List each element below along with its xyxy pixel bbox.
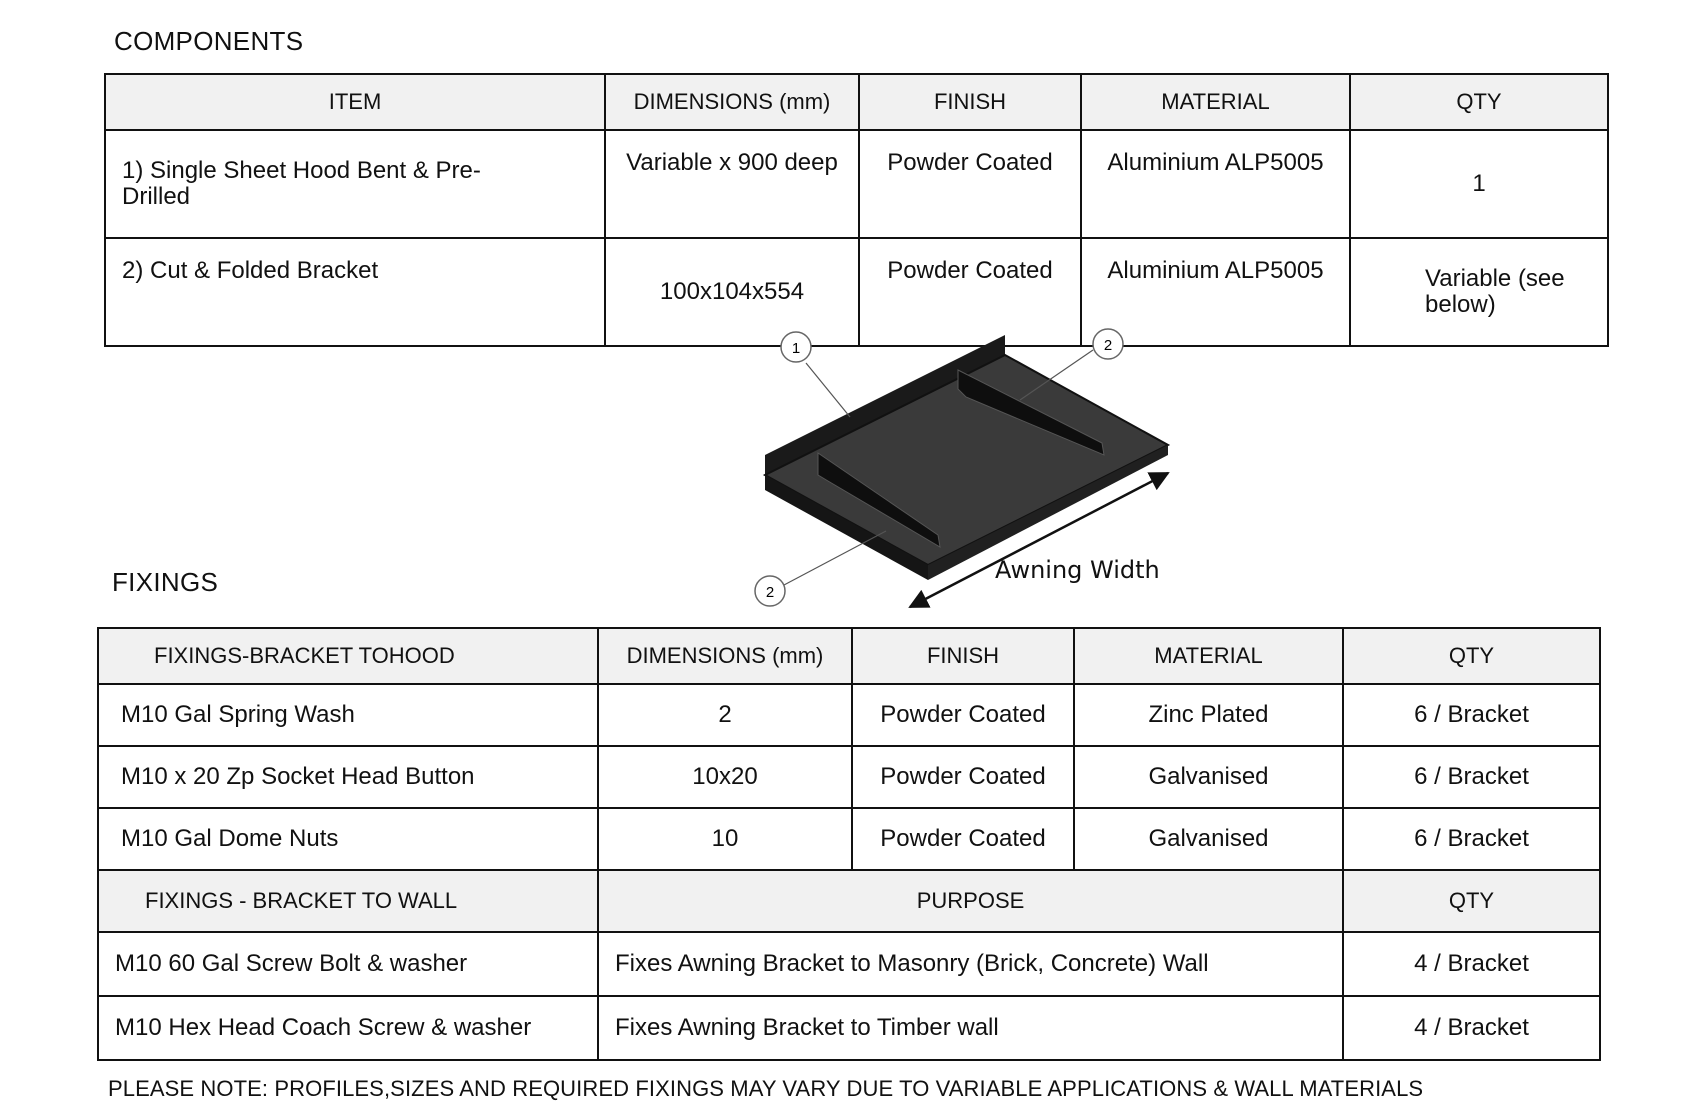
table-row bbox=[105, 130, 1608, 238]
finish-cell: Powder Coated bbox=[852, 808, 1074, 870]
callout-leader bbox=[784, 531, 886, 585]
qty-cell: 6 / Bracket bbox=[1343, 684, 1600, 746]
fixings-wall-header-row bbox=[98, 870, 1600, 932]
material-cell: Zinc Plated bbox=[1074, 684, 1343, 746]
item-cell bbox=[105, 130, 605, 238]
fixings-table bbox=[97, 627, 1601, 1061]
item-cell: M10 Gal Dome Nuts bbox=[98, 808, 598, 870]
disclaimer-note: PLEASE NOTE: PROFILES,SIZES AND REQUIRED FIXINGS MAY VARY DUE TO VARIABLE APPLICATIONS & WALL MATERIALS bbox=[108, 1076, 1424, 1101]
qty-cell: 6 / Bracket bbox=[1343, 808, 1600, 870]
table-row bbox=[98, 932, 1600, 996]
item-cell: M10 Gal Spring Wash bbox=[98, 684, 598, 746]
components-table bbox=[104, 73, 1609, 347]
finish-cell: Powder Coated bbox=[852, 746, 1074, 808]
dimensions-cell: Variable x 900 deep bbox=[605, 130, 859, 238]
material-cell: Galvanised bbox=[1074, 808, 1343, 870]
col-header-item: ITEM bbox=[105, 74, 605, 130]
finish-cell: Powder Coated bbox=[852, 684, 1074, 746]
awning-diagram bbox=[700, 325, 1180, 625]
callout-2-bottom: 2 bbox=[765, 584, 775, 601]
dimensions-cell: 10x20 bbox=[598, 746, 852, 808]
awning-width-label: Awning Width bbox=[995, 556, 1160, 584]
item-cell: M10 Hex Head Coach Screw & washer bbox=[98, 996, 598, 1060]
col-header-qty: QTY bbox=[1343, 628, 1600, 684]
dimensions-cell: 100x104x554 bbox=[605, 238, 859, 346]
qty-text: Variable (see below) bbox=[1425, 265, 1565, 318]
components-header-row bbox=[105, 74, 1608, 130]
finish-cell: Powder Coated bbox=[859, 238, 1081, 346]
qty-cell: 6 / Bracket bbox=[1343, 746, 1600, 808]
col-header-dimensions: DIMENSIONS (mm) bbox=[598, 628, 852, 684]
col-header-purpose: PURPOSE bbox=[598, 870, 1343, 932]
col-header-material: MATERIAL bbox=[1081, 74, 1350, 130]
callout-leader bbox=[806, 363, 850, 417]
qty-cell: 1 bbox=[1350, 130, 1608, 238]
col-header-finish: FINISH bbox=[852, 628, 1074, 684]
fixings-hood-header-row bbox=[98, 628, 1600, 684]
purpose-cell: Fixes Awning Bracket to Timber wall bbox=[598, 996, 1343, 1060]
col-header-dimensions: DIMENSIONS (mm) bbox=[605, 74, 859, 130]
components-heading: COMPONENTS bbox=[114, 26, 304, 56]
col-header-qty: QTY bbox=[1350, 74, 1608, 130]
table-row bbox=[98, 996, 1600, 1060]
qty-cell: 4 / Bracket bbox=[1343, 932, 1600, 996]
table-row bbox=[98, 684, 1600, 746]
col-header-finish: FINISH bbox=[859, 74, 1081, 130]
table-row bbox=[98, 746, 1600, 808]
item-cell: 2) Cut & Folded Bracket bbox=[105, 238, 605, 346]
finish-cell: Powder Coated bbox=[859, 130, 1081, 238]
qty-cell: 4 / Bracket bbox=[1343, 996, 1600, 1060]
table-row bbox=[98, 808, 1600, 870]
callout-1: 1 bbox=[791, 340, 801, 357]
dimensions-cell: 10 bbox=[598, 808, 852, 870]
col-header-qty: QTY bbox=[1343, 870, 1600, 932]
callout-2-top: 2 bbox=[1103, 337, 1113, 354]
col-header-fixings-hood: FIXINGS-BRACKET TOHOOD bbox=[98, 628, 598, 684]
material-cell: Aluminium ALP5005 bbox=[1081, 130, 1350, 238]
purpose-cell: Fixes Awning Bracket to Masonry (Brick, Concrete) Wall bbox=[598, 932, 1343, 996]
item-text: 1) Single Sheet Hood Bent & Pre-Drilled bbox=[122, 157, 481, 210]
item-cell: M10 60 Gal Screw Bolt & washer bbox=[98, 932, 598, 996]
col-header-material: MATERIAL bbox=[1074, 628, 1343, 684]
item-cell: M10 x 20 Zp Socket Head Button bbox=[98, 746, 598, 808]
qty-cell bbox=[1350, 238, 1608, 346]
dimensions-cell: 2 bbox=[598, 684, 852, 746]
col-header-fixings-wall: FIXINGS - BRACKET TO WALL bbox=[98, 870, 598, 932]
material-cell: Aluminium ALP5005 bbox=[1081, 238, 1350, 346]
material-cell: Galvanised bbox=[1074, 746, 1343, 808]
fixings-heading: FIXINGS bbox=[112, 567, 219, 597]
